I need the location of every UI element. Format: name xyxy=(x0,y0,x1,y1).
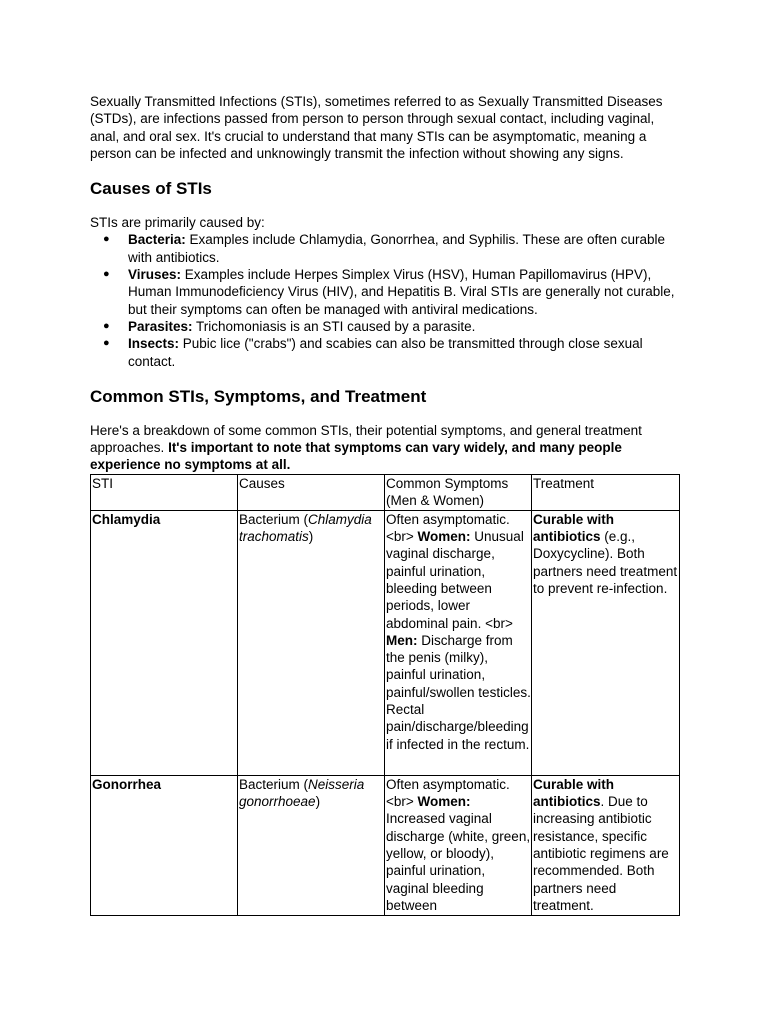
symptoms-women-label: Women: xyxy=(417,529,471,545)
cell-cause xyxy=(238,510,385,775)
list-item-label: Viruses: xyxy=(128,267,182,283)
list-item-label: Bacteria: xyxy=(128,232,186,248)
common-stis-intro xyxy=(90,422,680,474)
cause-organism: Neisseria gonorrhoeae xyxy=(239,776,365,810)
common-intro-text: Here's a breakdown of some common STIs, their potential symptoms, and general treatment approaches. xyxy=(90,422,642,456)
list-item xyxy=(90,335,680,370)
symptoms-text: Increased vaginal discharge (white, green, yellow, or bloody), painful urination, vaginal bleeding between xyxy=(386,811,531,913)
symptoms-men-label: Men: xyxy=(386,632,418,648)
list-item-label: Parasites: xyxy=(128,318,193,334)
cell-sti-name xyxy=(91,775,238,915)
cause-text: ) xyxy=(308,529,314,545)
cell-sti-name xyxy=(91,510,238,775)
symptoms-text: Unusual vaginal discharge, painful urination, bleeding between periods, lower abdominal pain. <br> xyxy=(386,529,524,631)
sti-table xyxy=(90,474,680,916)
symptoms-text: Often asymptomatic. <br> xyxy=(386,776,510,810)
list-item-text: Pubic lice ("crabs") and scabies can also be transmitted through close sexual contact. xyxy=(128,336,643,369)
cell-symptoms xyxy=(385,775,532,915)
list-item-text: Examples include Herpes Simplex Virus (HSV), Human Papillomavirus (HPV), Human Immunodeficiency Virus (HIV), and Hepatitis B. Viral STIs are generally not curable, but their symptoms can often be managed with antiviral medications. xyxy=(128,267,675,317)
table-header-row xyxy=(91,474,680,510)
treatment-curable: Curable with antibiotics xyxy=(533,776,615,810)
sti-name: Chlamydia xyxy=(92,511,161,527)
common-intro-note: It's important to note that symptoms can vary widely, and many people experience no symptoms at all. xyxy=(90,440,622,473)
treatment-text: . Due to increasing antibiotic resistance, specific antibiotic regimens are recommended. Both partners need treatment. xyxy=(533,794,669,913)
list-item-text: Trichomoniasis is an STI caused by a parasite. xyxy=(192,318,476,334)
symptoms-women-label: Women: xyxy=(417,794,471,810)
cell-cause xyxy=(238,775,385,915)
cause-text: Bacterium ( xyxy=(239,776,309,792)
causes-heading: Causes of STIs xyxy=(90,179,212,199)
intro-paragraph: Sexually Transmitted Infections (STIs), sometimes referred to as Sexually Transmitted Diseases (STDs), are infections passed from person to person through sexual contact, including vaginal, anal, and oral sex. It's crucial to understand that many STIs can be asymptomatic, meaning a person can be infected and unknowingly transmit the infection without showing any signs. xyxy=(90,94,663,161)
causes-intro: STIs are primarily caused by: xyxy=(90,215,265,231)
cell-treatment xyxy=(532,510,680,775)
table-row xyxy=(91,775,680,915)
document-body xyxy=(90,93,680,916)
symptoms-text: Discharge from the penis (milky), painful urination, painful/swollen testicles. Rectal pain/discharge/bleeding if infected in the rectum. xyxy=(386,632,531,752)
cause-text: ) xyxy=(315,794,321,810)
causes-list xyxy=(90,231,680,369)
sti-name: Gonorrhea xyxy=(92,776,162,792)
header-cell-symptoms: Common Symptoms (Men & Women) xyxy=(385,474,532,510)
cause-text: Bacterium ( xyxy=(239,511,309,527)
header-cell-treatment: Treatment xyxy=(532,474,680,510)
table-row xyxy=(91,510,680,775)
symptoms-text: Often asymptomatic. <br> xyxy=(386,511,510,545)
header-cell-sti: STI xyxy=(91,474,238,510)
list-item xyxy=(90,318,680,335)
treatment-curable: Curable with antibiotics xyxy=(533,511,615,545)
common-stis-heading: Common STIs, Symptoms, and Treatment xyxy=(90,386,427,406)
list-item xyxy=(90,231,680,266)
header-cell-causes: Causes xyxy=(238,474,385,510)
treatment-text: (e.g., Doxycycline). Both partners need treatment to prevent re-infection. xyxy=(533,529,678,596)
list-item xyxy=(90,266,680,318)
cell-treatment xyxy=(532,775,680,915)
list-item-label: Insects: xyxy=(128,336,180,352)
list-item-text: Examples include Chlamydia, Gonorrhea, and Syphilis. These are often curable with antibiotics. xyxy=(128,232,666,265)
cause-organism: Chlamydia trachomatis xyxy=(239,511,372,545)
cell-symptoms xyxy=(385,510,532,775)
